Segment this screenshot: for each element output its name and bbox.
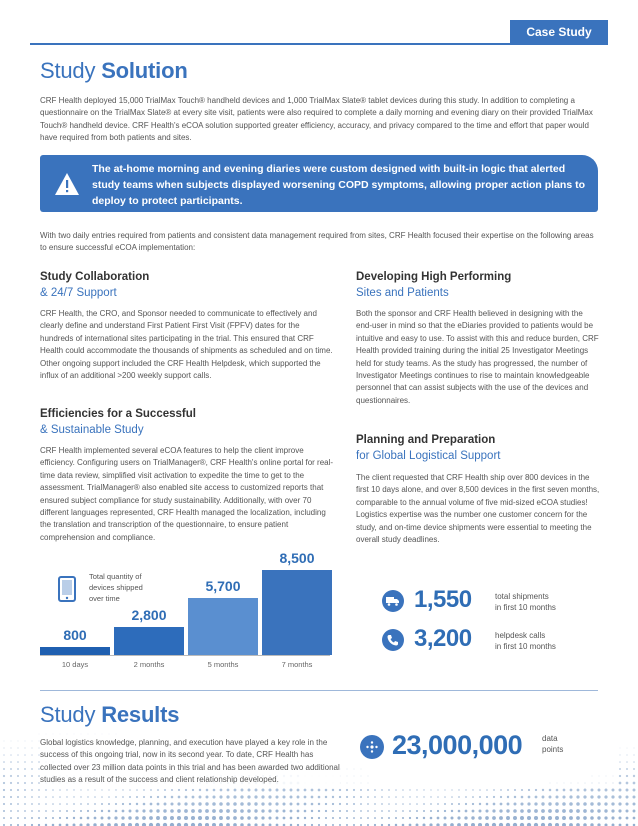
planning-body: The client requested that CRF Health ship over 800 devices in the first 10 days alone, and over 8,500 devices in the first seven months, comparable to the annual volume of five mid-sized eCOA studies! Logistics expertise was the number one customer concern for the study, and on-time device shipments were essential to meeting the overall study deadlines. xyxy=(356,473,600,545)
results-title-bold: Results xyxy=(101,702,180,727)
performing-subheading: Sites and Patients xyxy=(356,287,449,299)
focus-text: With two daily entries required from patients and consistent data management required from sites, CRF Health focused their expertise on the following areas to ensure successful eCOA implementation: xyxy=(40,231,594,253)
results-title-light: Study xyxy=(40,702,96,727)
performing-body: Both the sponsor and CRF Health believed in designing with the end-user in mind so that the eDiaries provided to patients would be intuitive and easy to use. To assist with this and reduce burden, CRF Health provided training during the initial 25 Investigator Meetings held for study teams. As the study has progressed, the number of Investigator Meetings continues to rise to maintain knowledgeable personnel that can assist subjects with the use of the devices and questionnaires. xyxy=(356,309,599,405)
calls-label-2: in first 10 months xyxy=(495,642,556,651)
results-title xyxy=(40,702,179,728)
warning-icon xyxy=(54,172,80,196)
planning-subheading: for Global Logistical Support xyxy=(356,450,501,462)
bar-10-days xyxy=(40,647,110,655)
shipments-number: 1,550 xyxy=(414,586,472,613)
calls-label xyxy=(495,630,556,652)
bar-5-months xyxy=(188,598,258,655)
solution-title xyxy=(40,58,188,84)
solution-title-light: Study xyxy=(40,58,96,83)
calls-number: 3,200 xyxy=(414,625,472,652)
x-tick-label: 5 months xyxy=(207,660,239,669)
truck-icon xyxy=(382,590,404,612)
shipments-label xyxy=(495,591,556,613)
x-tick-label: 2 months xyxy=(133,660,165,669)
data-points-icon xyxy=(360,735,384,759)
x-tick-label: 10 days xyxy=(61,660,89,669)
collab-heading: Study Collaboration xyxy=(40,271,150,283)
collab-body: CRF Health, the CRO, and Sponsor needed to communicate to effectively and clearly define and understand First Patient First Visit (FPFV) dates for the hundreds of international sites participating in the trial. This ensured that CRF Health could accommodate the thousands of shipments as scheduled and on time. Other ongoing support included the CRF Health Helpdesk, which supported the influx of an additional >200 weekly support calls. xyxy=(40,309,333,381)
solution-intro: CRF Health deployed 15,000 TrialMax Touch® handheld devices and 1,000 TrialMax Slate® tablet devices during this study. In addition to completing a questionnaire on the TrialMax Slate® at every site visit, patients were also required to complete a daily morning and evening diary on their provided TrialMax Touch® handheld device. CRF Health's eCOA solution supported greater efficiency, accuracy, and privacy compared to the time and effort that paper would have required from both patients and sites. xyxy=(40,96,593,143)
header-rule xyxy=(30,43,608,45)
data-points-label-1: data xyxy=(542,734,558,743)
callout-box xyxy=(40,155,598,212)
bar-7-months xyxy=(262,570,332,655)
planning-heading: Planning and Preparation xyxy=(356,434,496,446)
solution-title-bold: Solution xyxy=(101,58,188,83)
shipments-label-1: total shipments xyxy=(495,592,549,601)
efficiencies-body: CRF Health implemented several eCOA features to help the client improve efficiency. Configuring users on TrialManager®, CRF Health's online portal for real-time data review, simplified visit activation to expedite the time to get to the assessment. TrialManager® also enabled site access to customized reports that ensured subject compliance for study sustainability. Additionally, with over 70 different languages represented, CRF Health managed the localization, including the translation and transcription of the questionnaire, to ensure patient comprehension and compliance. xyxy=(40,446,334,542)
bar-value-label: 2,800 xyxy=(131,607,167,623)
efficiencies-subheading: & Sustainable Study xyxy=(40,424,144,436)
x-tick-label: 7 months xyxy=(281,660,313,669)
data-points-number: 23,000,000 xyxy=(392,730,523,760)
tablet-icon xyxy=(58,576,76,602)
performing-heading: Developing High Performing xyxy=(356,271,512,283)
data-points-label xyxy=(542,733,563,755)
phone-icon xyxy=(382,629,404,651)
chart-title: Total quantity of devices shipped over time xyxy=(89,572,143,603)
bar-value-label: 8,500 xyxy=(279,550,315,566)
results-body: Global logistics knowledge, planning, and execution have played a key role in the success of this ongoing trial, now in its second year. To date, CRF Health has collected over 23 million data points in this trial and has been awarded two additional studies as a result of the success and client relationship developed. xyxy=(40,737,340,787)
case-study-tab: Case Study xyxy=(510,20,608,44)
shipments-label-2: in first 10 months xyxy=(495,603,556,612)
efficiencies-heading: Efficiencies for a Successful xyxy=(40,408,196,420)
callout-text: The at-home morning and evening diaries were custom designed with built-in logic that alerted study teams when subjects displayed worsening COPD symptoms, allowing proper action plans to deploy to protect participants. xyxy=(92,163,586,207)
section-divider xyxy=(40,690,598,691)
chart-axis xyxy=(40,655,330,656)
bar-value-label: 5,700 xyxy=(205,578,241,594)
collab-subheading: & 24/7 Support xyxy=(40,287,117,299)
calls-label-1: helpdesk calls xyxy=(495,631,546,640)
data-points-label-2: points xyxy=(542,745,564,754)
bar-value-label: 800 xyxy=(63,627,87,643)
bar-2-months xyxy=(114,627,184,655)
